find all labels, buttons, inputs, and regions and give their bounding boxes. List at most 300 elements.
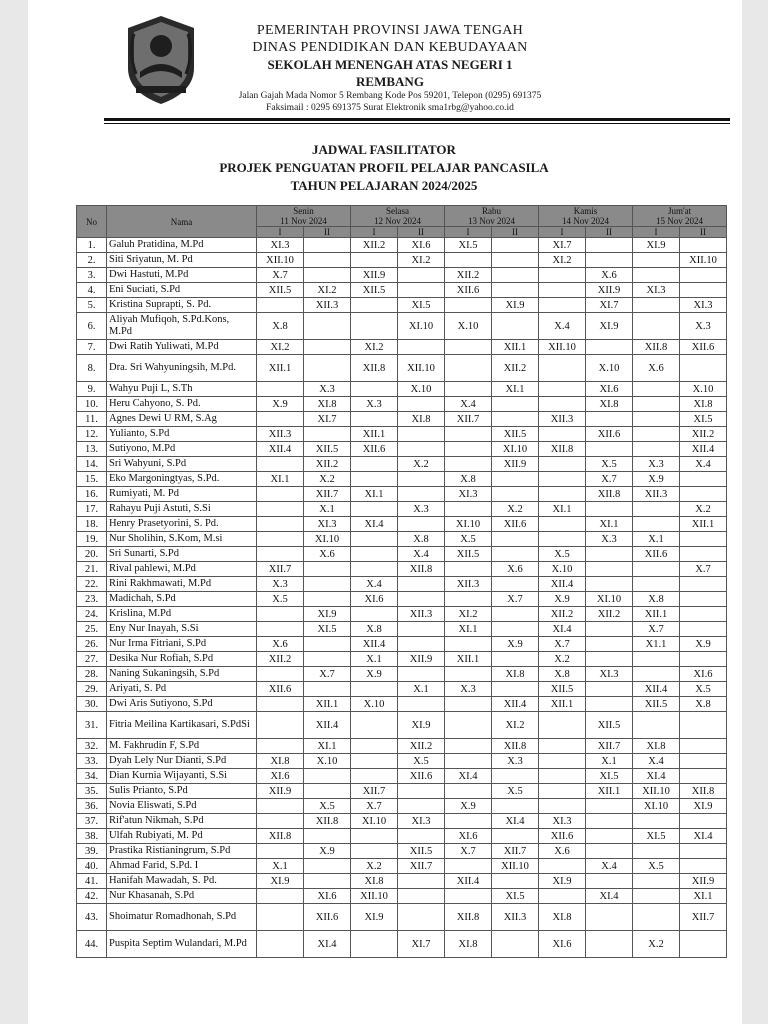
class-cell: X.5: [633, 859, 680, 874]
class-cell: XI.3: [398, 814, 445, 829]
class-cell: [680, 652, 727, 667]
class-cell: [257, 697, 304, 712]
class-cell: XII.10: [492, 859, 539, 874]
class-cell: XII.10: [398, 355, 445, 382]
class-cell: XII.4: [257, 442, 304, 457]
class-cell: [445, 592, 492, 607]
class-cell: [680, 238, 727, 253]
class-cell: XI.1: [539, 502, 586, 517]
class-cell: XII.10: [351, 889, 398, 904]
class-cell: [445, 739, 492, 754]
row-number: 5.: [77, 298, 107, 313]
class-cell: X.6: [492, 562, 539, 577]
class-cell: XII.5: [586, 712, 633, 739]
class-cell: [680, 814, 727, 829]
class-cell: XI.5: [492, 889, 539, 904]
row-number: 11.: [77, 412, 107, 427]
class-cell: X.7: [586, 472, 633, 487]
class-cell: XI.9: [680, 799, 727, 814]
session-header: II: [398, 227, 445, 238]
class-cell: [586, 829, 633, 844]
facilitator-name: Kristina Suprapti, S. Pd.: [107, 298, 257, 313]
class-cell: [398, 637, 445, 652]
class-cell: [304, 874, 351, 889]
table-row: [77, 874, 727, 889]
class-cell: [257, 607, 304, 622]
row-number: 21.: [77, 562, 107, 577]
row-number: 10.: [77, 397, 107, 412]
table-row: [77, 502, 727, 517]
class-cell: [304, 577, 351, 592]
class-cell: X.6: [304, 547, 351, 562]
class-cell: X.9: [445, 799, 492, 814]
class-cell: [445, 382, 492, 397]
class-cell: XI.3: [257, 238, 304, 253]
class-cell: [304, 238, 351, 253]
class-cell: [539, 487, 586, 502]
facilitator-name: Hanifah Mawadah, S. Pd.: [107, 874, 257, 889]
class-cell: XII.8: [445, 904, 492, 931]
class-cell: [304, 313, 351, 340]
class-cell: [398, 340, 445, 355]
class-cell: [492, 253, 539, 268]
class-cell: XII.4: [445, 874, 492, 889]
class-cell: [351, 472, 398, 487]
class-cell: [398, 283, 445, 298]
class-cell: [257, 739, 304, 754]
class-cell: [633, 814, 680, 829]
class-cell: [445, 253, 492, 268]
session-header: I: [633, 227, 680, 238]
class-cell: XI.10: [351, 814, 398, 829]
table-row: [77, 532, 727, 547]
class-cell: [539, 769, 586, 784]
facilitator-name: Rival pahlewi, M.Pd: [107, 562, 257, 577]
class-cell: XI.9: [398, 712, 445, 739]
class-cell: X.3: [492, 754, 539, 769]
class-cell: [633, 253, 680, 268]
class-cell: [304, 637, 351, 652]
class-cell: [680, 547, 727, 562]
class-cell: XI.4: [633, 769, 680, 784]
class-cell: XI.5: [680, 412, 727, 427]
class-cell: XI.6: [398, 238, 445, 253]
class-cell: [492, 769, 539, 784]
class-cell: X.5: [492, 784, 539, 799]
row-number: 3.: [77, 268, 107, 283]
facilitator-name: Eni Suciati, S.Pd: [107, 283, 257, 298]
class-cell: X.2: [492, 502, 539, 517]
class-cell: [398, 517, 445, 532]
class-cell: [351, 313, 398, 340]
class-cell: XI.4: [351, 517, 398, 532]
class-cell: X.10: [445, 313, 492, 340]
class-cell: XII.10: [680, 253, 727, 268]
class-cell: [539, 355, 586, 382]
class-cell: XII.8: [257, 829, 304, 844]
class-cell: [586, 874, 633, 889]
class-cell: [304, 427, 351, 442]
class-cell: [445, 697, 492, 712]
class-cell: XI.2: [539, 253, 586, 268]
day-header: Senin 11 Nov 2024: [257, 206, 351, 227]
table-row: [77, 712, 727, 739]
class-cell: [398, 697, 445, 712]
class-cell: [586, 814, 633, 829]
class-cell: [492, 874, 539, 889]
school-address: Jalan Gajah Mada Nomor 5 Rembang Kode Pos 59201, Telepon (0295) 691375: [238, 91, 542, 101]
class-cell: [398, 577, 445, 592]
class-cell: [492, 577, 539, 592]
table-row: [77, 784, 727, 799]
class-cell: XII.2: [398, 739, 445, 754]
row-number: 2.: [77, 253, 107, 268]
class-cell: [351, 532, 398, 547]
class-cell: [398, 268, 445, 283]
class-cell: [539, 754, 586, 769]
class-cell: X.9: [351, 667, 398, 682]
row-number: 44.: [77, 931, 107, 958]
class-cell: XII.7: [680, 904, 727, 931]
facilitator-name: Dian Kurnia Wijayanti, S.Si: [107, 769, 257, 784]
class-cell: [351, 682, 398, 697]
class-cell: X.8: [351, 622, 398, 637]
no-header: No: [77, 206, 107, 238]
class-cell: [398, 427, 445, 442]
class-cell: [680, 739, 727, 754]
class-cell: X.6: [633, 355, 680, 382]
row-number: 23.: [77, 592, 107, 607]
session-header: I: [351, 227, 398, 238]
class-cell: XII.7: [586, 739, 633, 754]
class-cell: XI.6: [586, 382, 633, 397]
class-cell: [257, 799, 304, 814]
school-name: SEKOLAH MENENGAH ATAS NEGERI 1: [267, 57, 513, 72]
class-cell: XII.9: [398, 652, 445, 667]
class-cell: [445, 502, 492, 517]
class-cell: XI.3: [586, 667, 633, 682]
table-row: [77, 682, 727, 697]
class-cell: [680, 355, 727, 382]
class-cell: XII.6: [257, 682, 304, 697]
row-number: 25.: [77, 622, 107, 637]
class-cell: X.5: [680, 682, 727, 697]
class-cell: [445, 457, 492, 472]
facilitator-name: Nur Irma Fitriani, S.Pd: [107, 637, 257, 652]
class-cell: XII.5: [492, 427, 539, 442]
class-cell: X.8: [680, 697, 727, 712]
class-cell: XI.4: [304, 931, 351, 958]
class-cell: XI.1: [445, 622, 492, 637]
class-cell: [586, 844, 633, 859]
class-cell: X.9: [492, 637, 539, 652]
class-cell: XI.8: [539, 904, 586, 931]
table-row: [77, 268, 727, 283]
government-name: PEMERINTAH PROVINSI JAWA TENGAH: [256, 23, 524, 38]
class-cell: [680, 487, 727, 502]
class-cell: XII.8: [539, 442, 586, 457]
table-row: [77, 577, 727, 592]
facilitator-name: Aliyah Mufiqoh, S.Pd.Kons, M.Pd: [107, 313, 257, 340]
class-cell: XII.4: [351, 637, 398, 652]
class-cell: XI.9: [351, 904, 398, 931]
class-cell: XII.5: [539, 682, 586, 697]
class-cell: [492, 622, 539, 637]
class-cell: XII.7: [445, 412, 492, 427]
class-cell: X.2: [398, 457, 445, 472]
class-cell: XII.4: [680, 442, 727, 457]
class-cell: [304, 652, 351, 667]
class-cell: [539, 397, 586, 412]
class-cell: X.7: [633, 622, 680, 637]
class-cell: [539, 283, 586, 298]
class-cell: [257, 532, 304, 547]
class-cell: XII.5: [351, 283, 398, 298]
class-cell: [257, 622, 304, 637]
table-row: [77, 253, 727, 268]
session-header: I: [257, 227, 304, 238]
class-cell: [445, 442, 492, 457]
class-cell: [633, 844, 680, 859]
class-cell: [539, 427, 586, 442]
class-cell: XII.1: [304, 697, 351, 712]
row-number: 42.: [77, 889, 107, 904]
table-row: [77, 238, 727, 253]
class-cell: XI.8: [586, 397, 633, 412]
class-cell: XII.5: [257, 283, 304, 298]
facilitator-name: Dyah Lely Nur Dianti, S.Pd: [107, 754, 257, 769]
facilitator-name: Krislina, M.Pd: [107, 607, 257, 622]
class-cell: X.9: [257, 397, 304, 412]
class-cell: X.8: [633, 592, 680, 607]
class-cell: [257, 844, 304, 859]
day-header: Selasa 12 Nov 2024: [351, 206, 445, 227]
facilitator-name: Ariyati, S. Pd: [107, 682, 257, 697]
table-row: [77, 382, 727, 397]
class-cell: X.2: [633, 931, 680, 958]
class-cell: [633, 712, 680, 739]
row-number: 17.: [77, 502, 107, 517]
school-contact: Faksimail : 0295 691375 Surat Elektronik sma1rbg@yahoo.co.id: [266, 103, 514, 113]
class-cell: [351, 607, 398, 622]
table-row: [77, 283, 727, 298]
facilitator-name: Dwi Ratih Yuliwati, M.Pd: [107, 340, 257, 355]
class-cell: XI.2: [257, 340, 304, 355]
row-number: 41.: [77, 874, 107, 889]
class-cell: [304, 784, 351, 799]
class-cell: [680, 844, 727, 859]
class-cell: X.7: [351, 799, 398, 814]
class-cell: XII.3: [304, 298, 351, 313]
class-cell: [304, 859, 351, 874]
class-cell: XII.2: [492, 355, 539, 382]
class-cell: XII.9: [492, 457, 539, 472]
class-cell: X.7: [539, 637, 586, 652]
class-cell: X.9: [680, 637, 727, 652]
class-cell: [680, 754, 727, 769]
facilitator-name: Dwi Aris Sutiyono, S.Pd: [107, 697, 257, 712]
class-cell: XII.5: [304, 442, 351, 457]
table-row: [77, 889, 727, 904]
class-cell: [633, 397, 680, 412]
facilitator-name: Naning Sukaningsih, S.Pd: [107, 667, 257, 682]
class-cell: [492, 472, 539, 487]
class-cell: [680, 712, 727, 739]
class-cell: [398, 889, 445, 904]
class-cell: XI.1: [492, 382, 539, 397]
class-cell: [633, 562, 680, 577]
row-number: 26.: [77, 637, 107, 652]
class-cell: [586, 799, 633, 814]
class-cell: [398, 397, 445, 412]
class-cell: XI.10: [586, 592, 633, 607]
letterhead-rule: [104, 118, 730, 121]
class-cell: XII.7: [492, 844, 539, 859]
facilitator-name: Rumiyati, M. Pd: [107, 487, 257, 502]
class-cell: [492, 829, 539, 844]
table-row: [77, 844, 727, 859]
class-cell: XII.6: [680, 340, 727, 355]
class-cell: XII.4: [633, 682, 680, 697]
class-cell: [257, 712, 304, 739]
class-cell: [445, 355, 492, 382]
class-cell: [633, 442, 680, 457]
row-number: 1.: [77, 238, 107, 253]
facilitator-name: Siti Sriyatun, M. Pd: [107, 253, 257, 268]
table-row: [77, 547, 727, 562]
class-cell: X.4: [586, 859, 633, 874]
class-cell: [633, 889, 680, 904]
class-cell: XII.3: [257, 427, 304, 442]
class-cell: X.2: [680, 502, 727, 517]
class-cell: [539, 298, 586, 313]
class-cell: XII.10: [257, 253, 304, 268]
class-cell: [492, 487, 539, 502]
row-number: 24.: [77, 607, 107, 622]
class-cell: XII.3: [492, 904, 539, 931]
class-cell: X.6: [539, 844, 586, 859]
facilitator-name: Heru Cahyono, S. Pd.: [107, 397, 257, 412]
class-cell: X.4: [539, 313, 586, 340]
class-cell: XI.5: [304, 622, 351, 637]
class-cell: [539, 784, 586, 799]
row-number: 18.: [77, 517, 107, 532]
class-cell: [633, 904, 680, 931]
class-cell: XI.6: [351, 592, 398, 607]
row-number: 28.: [77, 667, 107, 682]
table-row: [77, 622, 727, 637]
class-cell: XI.9: [539, 874, 586, 889]
class-cell: [633, 313, 680, 340]
class-cell: [351, 412, 398, 427]
class-cell: XII.4: [304, 712, 351, 739]
class-cell: XII.7: [304, 487, 351, 502]
class-cell: X.10: [398, 382, 445, 397]
row-number: 4.: [77, 283, 107, 298]
row-number: 43.: [77, 904, 107, 931]
class-cell: [586, 652, 633, 667]
class-cell: XII.1: [539, 697, 586, 712]
day-header: Jum'at 15 Nov 2024: [633, 206, 727, 227]
class-cell: [539, 532, 586, 547]
facilitator-name: Prastika Ristianingrum, S.Pd: [107, 844, 257, 859]
class-cell: [539, 472, 586, 487]
table-row: [77, 667, 727, 682]
table-row: [77, 592, 727, 607]
row-number: 31.: [77, 712, 107, 739]
class-cell: XII.2: [351, 238, 398, 253]
class-cell: [445, 754, 492, 769]
table-row: [77, 298, 727, 313]
class-cell: X.9: [304, 844, 351, 859]
class-cell: [492, 397, 539, 412]
class-cell: [680, 472, 727, 487]
table-row: [77, 397, 727, 412]
facilitator-name: Galuh Pratidina, M.Pd: [107, 238, 257, 253]
class-cell: [680, 607, 727, 622]
school-city: REMBANG: [356, 74, 424, 89]
class-cell: XI.6: [539, 931, 586, 958]
facilitator-name: Yulianto, S.Pd: [107, 427, 257, 442]
class-cell: [398, 442, 445, 457]
class-cell: [445, 784, 492, 799]
class-cell: [586, 238, 633, 253]
class-cell: [633, 652, 680, 667]
class-cell: [586, 931, 633, 958]
class-cell: [398, 487, 445, 502]
class-cell: XII.3: [445, 577, 492, 592]
class-cell: XI.2: [351, 340, 398, 355]
table-row: [77, 754, 727, 769]
facilitator-schedule-table: [76, 205, 727, 958]
class-cell: [304, 355, 351, 382]
class-cell: X.6: [257, 637, 304, 652]
class-cell: XII.5: [398, 844, 445, 859]
class-cell: [351, 562, 398, 577]
class-cell: [539, 268, 586, 283]
class-cell: X.4: [633, 754, 680, 769]
table-row: [77, 313, 727, 340]
session-header: II: [586, 227, 633, 238]
class-cell: XII.5: [633, 697, 680, 712]
class-cell: X.1: [633, 532, 680, 547]
class-cell: X.5: [539, 547, 586, 562]
class-cell: XI.4: [680, 829, 727, 844]
class-cell: X.2: [539, 652, 586, 667]
class-cell: [586, 253, 633, 268]
class-cell: X.1: [398, 682, 445, 697]
class-cell: XI.8: [304, 397, 351, 412]
row-number: 29.: [77, 682, 107, 697]
class-cell: X.8: [257, 313, 304, 340]
class-cell: X.3: [445, 682, 492, 697]
provincial-seal-icon: [120, 12, 202, 108]
facilitator-name: Shoimatur Romadhonah, S.Pd: [107, 904, 257, 931]
class-cell: XI.6: [445, 829, 492, 844]
class-cell: XII.4: [492, 697, 539, 712]
class-cell: [586, 697, 633, 712]
session-header: II: [304, 227, 351, 238]
class-cell: [304, 769, 351, 784]
class-cell: X.3: [257, 577, 304, 592]
class-cell: XI.9: [633, 238, 680, 253]
class-cell: [680, 769, 727, 784]
table-row: [77, 769, 727, 784]
class-cell: [445, 637, 492, 652]
class-cell: XII.1: [492, 340, 539, 355]
row-number: 38.: [77, 829, 107, 844]
class-cell: [586, 412, 633, 427]
